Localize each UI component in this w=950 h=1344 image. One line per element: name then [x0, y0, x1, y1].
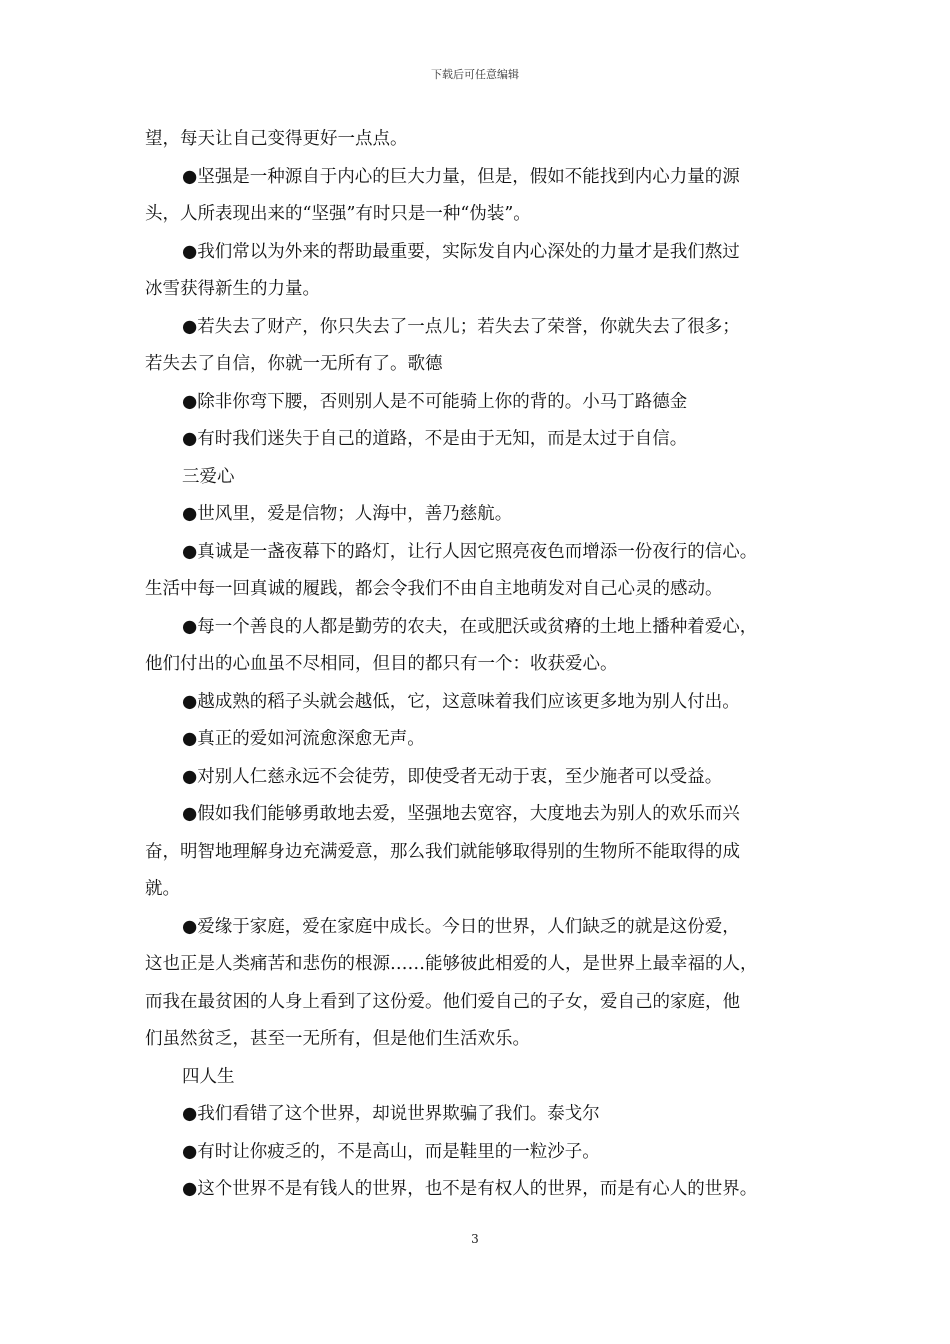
text-line: ●真正的爱如河流愈深愈无声。	[182, 729, 425, 749]
text-line: ●若失去了财产，你只失去了一点儿；若失去了荣誉，你就失去了很多；	[182, 316, 740, 337]
text-line: 生活中每一回真诚的履践，都会令我们不由自主地萌发对自己心灵的感动。	[145, 579, 723, 599]
text-line: 奋，明智地理解身边充满爱意，那么我们就能够取得别的生物所不能取得的成	[145, 841, 740, 862]
text-line: ●越成熟的稻子头就会越低，它，这意味着我们应该更多地为别人付出。	[182, 691, 740, 712]
text-line: ●有时我们迷失于自己的道路，不是由于无知，而是太过于自信。	[182, 429, 688, 449]
text-line: 他们付出的心血虽不尽相同，但目的都只有一个：收获爱心。	[145, 654, 618, 674]
page-number: 3	[471, 1232, 479, 1246]
text-line: ●我们常以为外来的帮助最重要，实际发自内心深处的力量才是我们熬过	[182, 241, 740, 262]
text-line: 三爱心	[182, 466, 235, 487]
text-line: 头，人所表现出来的“坚强”有时只是一种“伪装”。	[145, 204, 531, 224]
text-line: 们虽然贫乏，甚至一无所有，但是他们生活欢乐。	[145, 1029, 530, 1049]
text-line: 就。	[145, 879, 180, 899]
text-line: ●世风里，爱是信物；人海中，善乃慈航。	[182, 504, 513, 524]
text-line: 这也正是人类痛苦和悲伤的根源……能够彼此相爱的人，是世界上最幸福的人，	[145, 954, 758, 974]
text-line: ●爱缘于家庭，爱在家庭中成长。今日的世界，人们缺乏的就是这份爱，	[182, 916, 740, 937]
page-header: 下载后可任意编辑	[431, 68, 519, 81]
text-line: ●除非你弯下腰，否则别人是不可能骑上你的背的。小马丁路德金	[182, 391, 688, 412]
text-line: ●假如我们能够勇敢地去爱，坚强地去宽容，大度地去为别人的欢乐而兴	[182, 804, 740, 824]
text-line: 冰雪获得新生的力量。	[145, 279, 320, 299]
text-line: ●对别人仁慈永远不会徒劳，即使受者无动于衷，至少施者可以受益。	[182, 766, 723, 787]
document-body	[145, 121, 825, 1209]
text-line: 四人生	[182, 1066, 235, 1087]
text-line: ●每一个善良的人都是勤劳的农夫，在或肥沃或贫瘠的土地上播种着爱心，	[182, 616, 758, 637]
text-line: ●我们看错了这个世界，却说世界欺骗了我们。泰戈尔	[182, 1104, 600, 1124]
text-line: ●这个世界不是有钱人的世界，也不是有权人的世界，而是有心人的世界。	[182, 1179, 758, 1199]
text-line: ●有时让你疲乏的，不是高山，而是鞋里的一粒沙子。	[182, 1141, 600, 1162]
text-line: ●真诚是一盏夜幕下的路灯，让行人因它照亮夜色而增添一份夜行的信心。	[182, 541, 758, 562]
text-line: 望，每天让自己变得更好一点点。	[145, 129, 408, 149]
text-line: ●坚强是一种源自于内心的巨大力量，但是，假如不能找到内心力量的源	[182, 166, 740, 187]
text-line: 而我在最贫困的人身上看到了这份爱。他们爱自己的子女，爱自己的家庭，他	[145, 991, 740, 1012]
text-line: 若失去了自信，你就一无所有了。歌德	[145, 354, 443, 374]
